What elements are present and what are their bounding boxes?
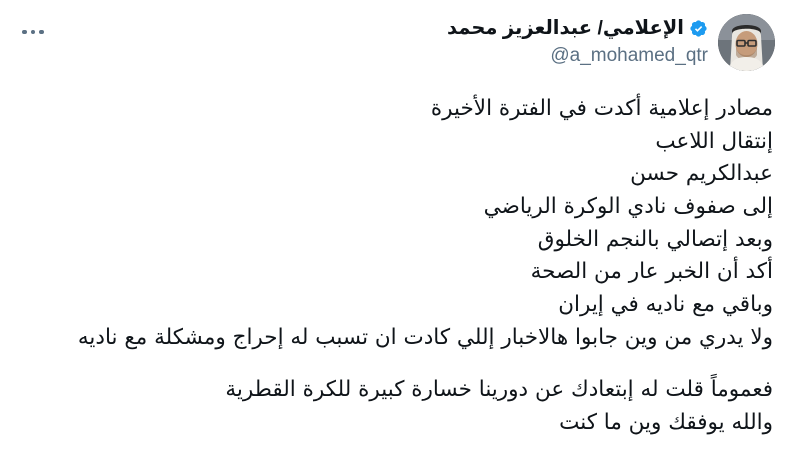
tweet-line: ولا يدري من وين جابوا هالاخبار إللي كادت ان تسبب له إحراج ومشكلة مع ناديه (77, 324, 773, 350)
user-identity (447, 14, 708, 70)
tweet-line: عبدالكريم حسن (630, 161, 773, 187)
tweet-line: والله يوفقك وين ما كنت (559, 410, 773, 436)
tweet-header (16, 14, 775, 71)
more-options-icon[interactable] (16, 22, 50, 42)
tweet-line: أكد أن الخبر عار من الصحة (530, 259, 773, 285)
tweet-line: إلى صفوف نادي الوكرة الرياضي (483, 194, 773, 220)
tweet-text (16, 93, 775, 440)
tweet-line: وبعد إتصالي بالنجم الخلوق (537, 226, 773, 252)
name-row (447, 16, 708, 40)
more-dot (31, 30, 36, 35)
tweet-line: فعموماً قلت له إبتعادك عن دورينا خسارة كبيرة للكرة القطرية (225, 377, 773, 403)
more-dot (39, 30, 44, 35)
verified-badge-icon (689, 19, 708, 38)
tweet-line: مصادر إعلامية أكدت في الفترة الأخيرة (430, 96, 773, 121)
avatar[interactable] (718, 14, 775, 71)
more-dot (22, 30, 27, 35)
tweet-line-blank (16, 354, 773, 374)
user-handle[interactable]: @a_mohamed_qtr (550, 45, 708, 67)
display-name[interactable]: الإعلامي/ عبدالعزيز محمد (447, 17, 684, 39)
tweet-line: إنتقال اللاعب (655, 128, 773, 154)
tweet-line: وباقي مع ناديه في إيران (558, 292, 773, 318)
